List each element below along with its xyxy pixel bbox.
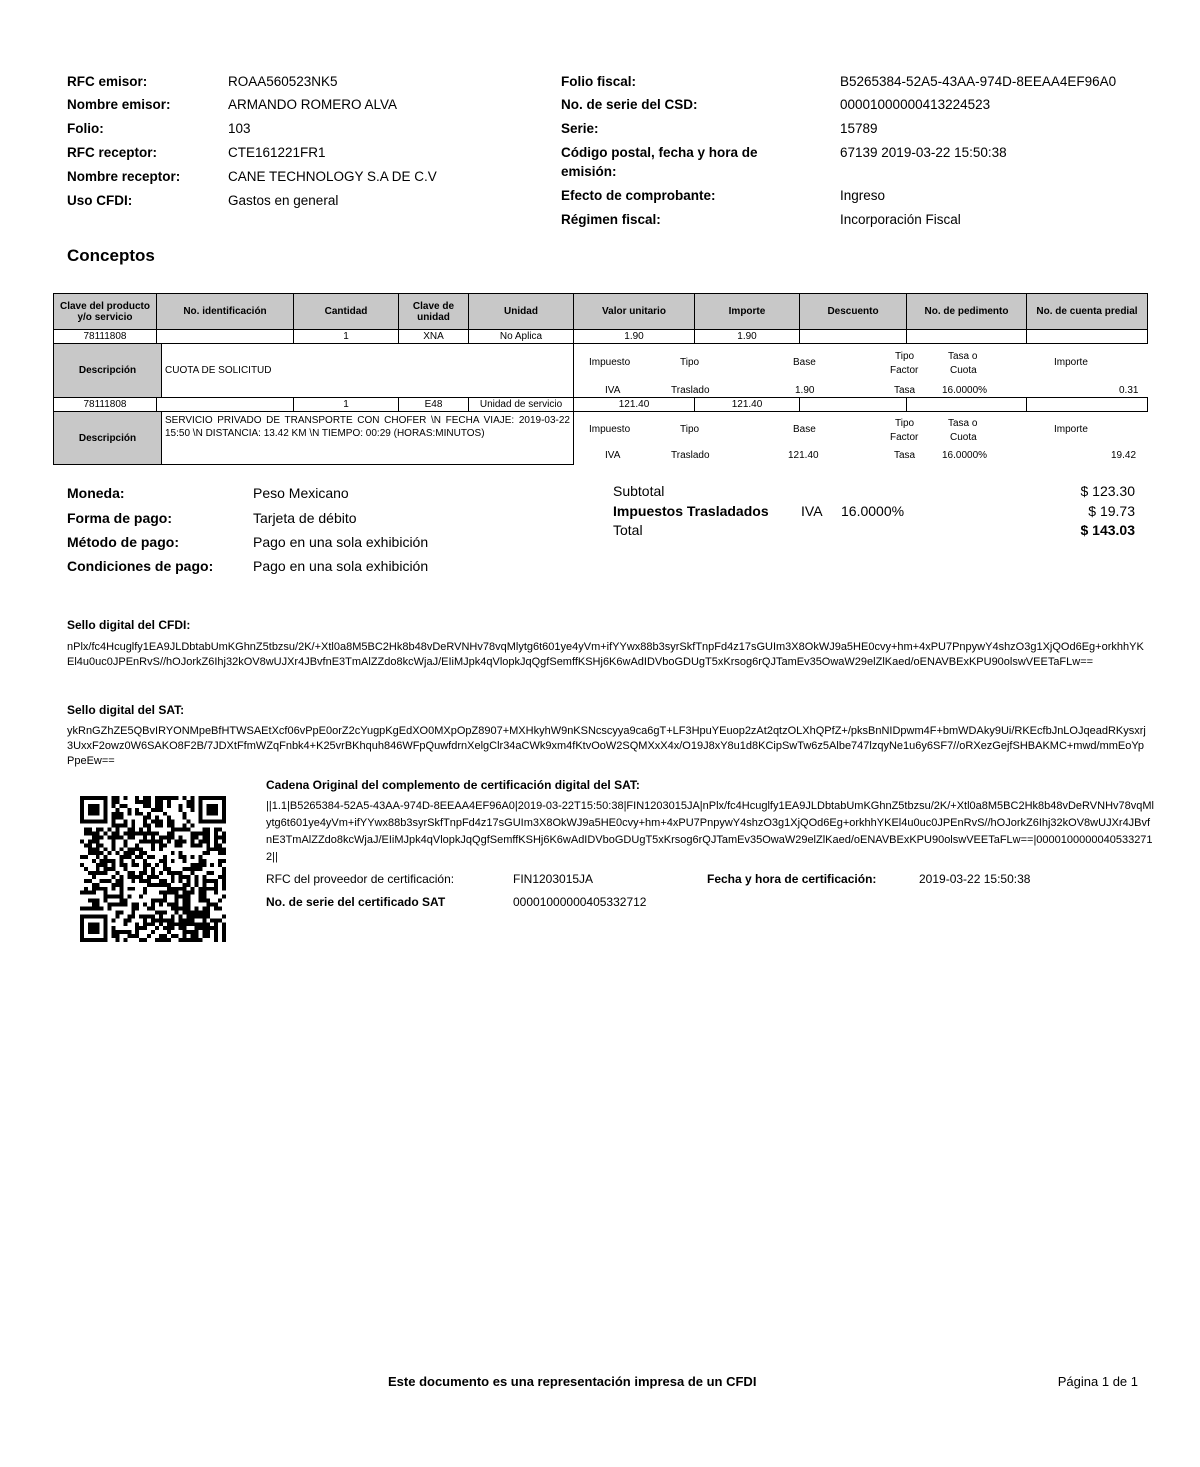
row2-description: SERVICIO PRIVADO DE TRANSPORTE CON CHOFER \N FECHA VIAJE: 2019-03-22 15:50 \N DISTANCIA: 13.42 KM \N TIEMPO: 00:29 (HORAS:MINUTOS) [161, 411, 574, 465]
row1-clave: 78111808 [53, 329, 157, 344]
row1-descuento [799, 329, 907, 344]
row2-tax-h-tipo: Tipo [680, 424, 700, 435]
row2-tax-tasa: 16.0000% [942, 450, 988, 461]
row1-cuenta-predial [1026, 329, 1148, 344]
conceptos-title: Conceptos [67, 246, 155, 265]
metodo-pago-value: Pago en una sola exhibición [253, 534, 429, 550]
efecto-label: Efecto de comprobante: [561, 188, 716, 203]
header-clave-line2: y/o servicio [77, 311, 133, 323]
row2-clave-unidad: E48 [398, 397, 469, 412]
row2-tax-tipo-factor: Tasa [894, 450, 916, 461]
cadena-text: ||1.1|B5265384-52A5-43AA-974D-8EEAA4EF96A0|2019-03-22T15:50:38|FIN1203015JA|nPlx/fc4Hcuglfy1EA9JLDbtabUmKGhnZ5tbzsu/2K/+Xtl0a8M5BC2Hk8b48vDeRVNHv78vqMlytg6t601ye4yVm+ifYYwx88b3syrSkfTnpFd4z17sGUIm3X8OkWJ9a5HE0cvy+hm+4xPU7PnpywY4shzO3g1XjQOd6Eg+orkhhYKEl4u0uc0JPEnRvS//hOJorkZ6Ihj32kOV8wUJXr4JBvfnE3TmAlZZdo8kcWjaJ/EIiMJpk4qVlopkJqQgfSemffKSHj6K6wAdIDVboGDUgT5xKrsog6rQJTamEv35OwaW29elZlKaed/oENAVBExKPU90olswVEETaFLw==|00001000000405332712|| [266, 800, 1154, 863]
impuestos-label: Impuestos Trasladados [613, 503, 769, 519]
row1-pedimento [906, 329, 1027, 344]
impuestos-value: $ 19.73 [1088, 503, 1135, 519]
row2-tax-h-tasa2: Cuota [950, 432, 977, 443]
row2-tax-h-impuesto: Impuesto [589, 424, 631, 435]
sello-cfdi-text: nPlx/fc4Hcuglfy1EA9JLDbtabUmKGhnZ5tbzsu/2K/+Xtl0a8M5BC2Hk8b48vDeRVNHv78vqMlytg6t601ye4yVm+ifYYwx88b3syrSkfTnpFd4z17sGUIm3X8OkWJ9a5HE0cvy+hm+4xPU7PnpywY4shzO3g1XjQOd6Eg+orkhhYKEl4u0uc0JPEnRvS//hOJorkZ6Ihj32kOV8wUJXr4JBvfnE3TmAlZZdo8kcWjaJ/EIiMJpk4qVlopkJqQgfSemffKSHj6K6wAdIDVboGDUgT5xKrsog6rQJTamEv35OwaW29elZlKaed/oENAVBExKPU90olswVEETaFLw== [67, 641, 1144, 668]
forma-pago-value: Tarjeta de débito [253, 510, 357, 526]
forma-pago-label: Forma de pago: [67, 510, 173, 526]
row2-cuenta-predial [1026, 397, 1148, 412]
row1-clave-unidad: XNA [398, 329, 469, 344]
row2-descuento [799, 397, 907, 412]
header-clave [53, 293, 157, 330]
row1-tax-h-impuesto: Impuesto [589, 357, 631, 368]
row1-valor-unitario: 1.90 [573, 329, 695, 344]
row1-tax-h-tipo-factor2: Factor [890, 365, 919, 376]
row1-tax-h-tasa1: Tasa o [948, 351, 978, 362]
subtotal-value: $ 123.30 [1080, 483, 1135, 499]
row1-importe: 1.90 [694, 329, 800, 344]
row1-tax-tasa: 16.0000% [942, 385, 988, 396]
moneda-label: Moneda: [67, 485, 125, 501]
nombre-emisor-label: Nombre emisor: [67, 97, 171, 112]
header-valor-unitario: Valor unitario [573, 293, 695, 330]
nombre-receptor-value: CANE TECHNOLOGY S.A DE C.V [228, 169, 437, 184]
sello-sat-title: Sello digital del SAT: [67, 703, 185, 717]
qr-code [80, 796, 226, 942]
row1-description: CUOTA DE SOLICITUD [161, 343, 574, 398]
metodo-pago-label: Método de pago: [67, 534, 179, 550]
rfc-emisor-value: ROAA560523NK5 [228, 74, 338, 89]
header-clave-line1: Clave del producto [59, 300, 150, 312]
impuestos-tasa: 16.0000% [841, 503, 905, 519]
concepts-table [53, 293, 1148, 465]
rfc-proveedor-value: FIN1203015JA [513, 872, 594, 886]
row2-tax-h-importe: Importe [1054, 424, 1088, 435]
row2-tax-tipo: Traslado [671, 450, 710, 461]
row1-tax-base: 1.90 [795, 385, 815, 396]
serie-label: Serie: [561, 121, 599, 136]
serie-certificado-value: 00001000000405332712 [513, 895, 647, 909]
total-value: $ 143.03 [1080, 522, 1135, 538]
sello-cfdi-title: Sello digital del CFDI: [67, 618, 191, 632]
row1-desc-label: Descripción [53, 343, 162, 398]
condiciones-pago-label: Condiciones de pago: [67, 558, 214, 574]
folio-value: 103 [228, 121, 251, 136]
header-clave-unidad-line2: unidad [417, 311, 450, 323]
header-descuento: Descuento [799, 293, 907, 330]
row1-tax-impuesto: IVA [605, 385, 621, 396]
row2-tax-h-tipo-factor2: Factor [890, 432, 919, 443]
row2-desc-label: Descripción [53, 411, 162, 465]
header-clave-unidad [398, 293, 469, 330]
row2-importe: 121.40 [694, 397, 800, 412]
row1-unidad: No Aplica [468, 329, 574, 344]
fecha-certificacion-value: 2019-03-22 15:50:38 [919, 872, 1031, 886]
row2-tax-h-base: Base [793, 424, 816, 435]
condiciones-pago-value: Pago en una sola exhibición [253, 558, 429, 574]
rfc-receptor-label: RFC receptor: [67, 145, 158, 160]
header-pedimento: No. de pedimento [906, 293, 1027, 330]
folio-fiscal-value: B5265384-52A5-43AA-974D-8EEAA4EF96A0 [840, 74, 1117, 89]
regimen-value: Incorporación Fiscal [840, 212, 961, 227]
row1-no-ident [156, 329, 294, 344]
row1-tax-h-base: Base [793, 357, 816, 368]
cadena-title: Cadena Original del complemento de certificación digital del SAT: [266, 778, 640, 792]
row2-tax-base: 121.40 [788, 450, 819, 461]
rfc-receptor-value: CTE161221FR1 [228, 145, 326, 160]
total-label: Total [613, 522, 643, 538]
fecha-certificacion-label: Fecha y hora de certificación: [707, 872, 877, 886]
row1-tax-tipo-factor: Tasa [894, 385, 916, 396]
header-importe: Importe [694, 293, 800, 330]
folio-label: Folio: [67, 121, 104, 136]
serie-csd-label: No. de serie del CSD: [561, 97, 698, 112]
subtotal-label: Subtotal [613, 483, 665, 499]
row1-tax-tipo: Traslado [671, 385, 710, 396]
row1-tax-importe: 0.31 [1119, 385, 1139, 396]
row1-tax-h-tipo-factor1: Tipo [895, 351, 915, 362]
row2-pedimento [906, 397, 1027, 412]
row1-tax-h-tasa2: Cuota [950, 365, 977, 376]
row2-unidad: Unidad de servicio [468, 397, 574, 412]
row2-cantidad: 1 [293, 397, 399, 412]
header-cantidad: Cantidad [293, 293, 399, 330]
header-unidad: Unidad [468, 293, 574, 330]
cp-fecha-value: 67139 2019-03-22 15:50:38 [840, 145, 1007, 160]
row2-tax-importe: 19.42 [1111, 450, 1137, 461]
impuestos-tipo: IVA [801, 503, 823, 519]
row1-tax-h-tipo: Tipo [680, 357, 700, 368]
row2-tax-h-tipo-factor1: Tipo [895, 418, 915, 429]
regimen-label: Régimen fiscal: [561, 212, 661, 227]
cp-fecha-label-1: Código postal, fecha y hora de [561, 145, 758, 160]
efecto-value: Ingreso [840, 188, 886, 203]
uso-cfdi-label: Uso CFDI: [67, 193, 133, 208]
row1-cantidad: 1 [293, 329, 399, 344]
header-cuenta-predial: No. de cuenta predial [1026, 293, 1148, 330]
header-no-ident: No. identificación [156, 293, 294, 330]
rfc-proveedor-label: RFC del proveedor de certificación: [266, 872, 455, 886]
moneda-value: Peso Mexicano [253, 485, 349, 501]
serie-certificado-label: No. de serie del certificado SAT [266, 895, 446, 909]
cp-fecha-label-2: emisión: [561, 164, 617, 179]
uso-cfdi-value: Gastos en general [228, 193, 339, 208]
nombre-emisor-value: ARMANDO ROMERO ALVA [228, 97, 398, 112]
row2-tax-h-tasa1: Tasa o [948, 418, 978, 429]
row2-no-ident [156, 397, 294, 412]
row1-tax-h-importe: Importe [1054, 357, 1088, 368]
nombre-receptor-label: Nombre receptor: [67, 169, 181, 184]
folio-fiscal-label: Folio fiscal: [561, 74, 637, 89]
row2-valor-unitario: 121.40 [573, 397, 695, 412]
serie-value: 15789 [840, 121, 878, 136]
footer-text: Este documento es una representación impresa de un CFDI [388, 1374, 757, 1389]
sello-sat-text: ykRnGZhZE5QBvIRYONMpeBfHTWSAEtXcf06vPpE0orZ2cYugpKgEdXO0MXpOpZ8907+MXHkyhW9nKSNcscyya9ca6gT+LF3HpuYEuop2zAt2qtzOLXhQPfZ+/pksBnNIDpwm4F+bmWDAky9Ui/RKEcfbJnLOJqeadRKysxrj3UxxF2owz0W6SAKO8F2B/7JDXtFfmWZqFnbk4+K25vrBKhquh846WFpQuwfdrnXelgClr34aCWk9xm4fKtvOoW2SQMXxX4x/O19J8xY8u1d8KCipSwTw6z5Albe747lzqyNe1u6y6SF7//oRXezGejfSHBAKMC+mwd/mmEoYpPpeEw== [67, 725, 1146, 767]
rfc-emisor-label: RFC emisor: [67, 74, 148, 89]
page-number: Página 1 de 1 [1057, 1374, 1138, 1389]
row2-clave: 78111808 [53, 397, 157, 412]
serie-csd-value: 00001000000413224523 [840, 97, 991, 112]
header-clave-unidad-line1: Clave de [412, 300, 455, 312]
row2-tax-impuesto: IVA [605, 450, 621, 461]
